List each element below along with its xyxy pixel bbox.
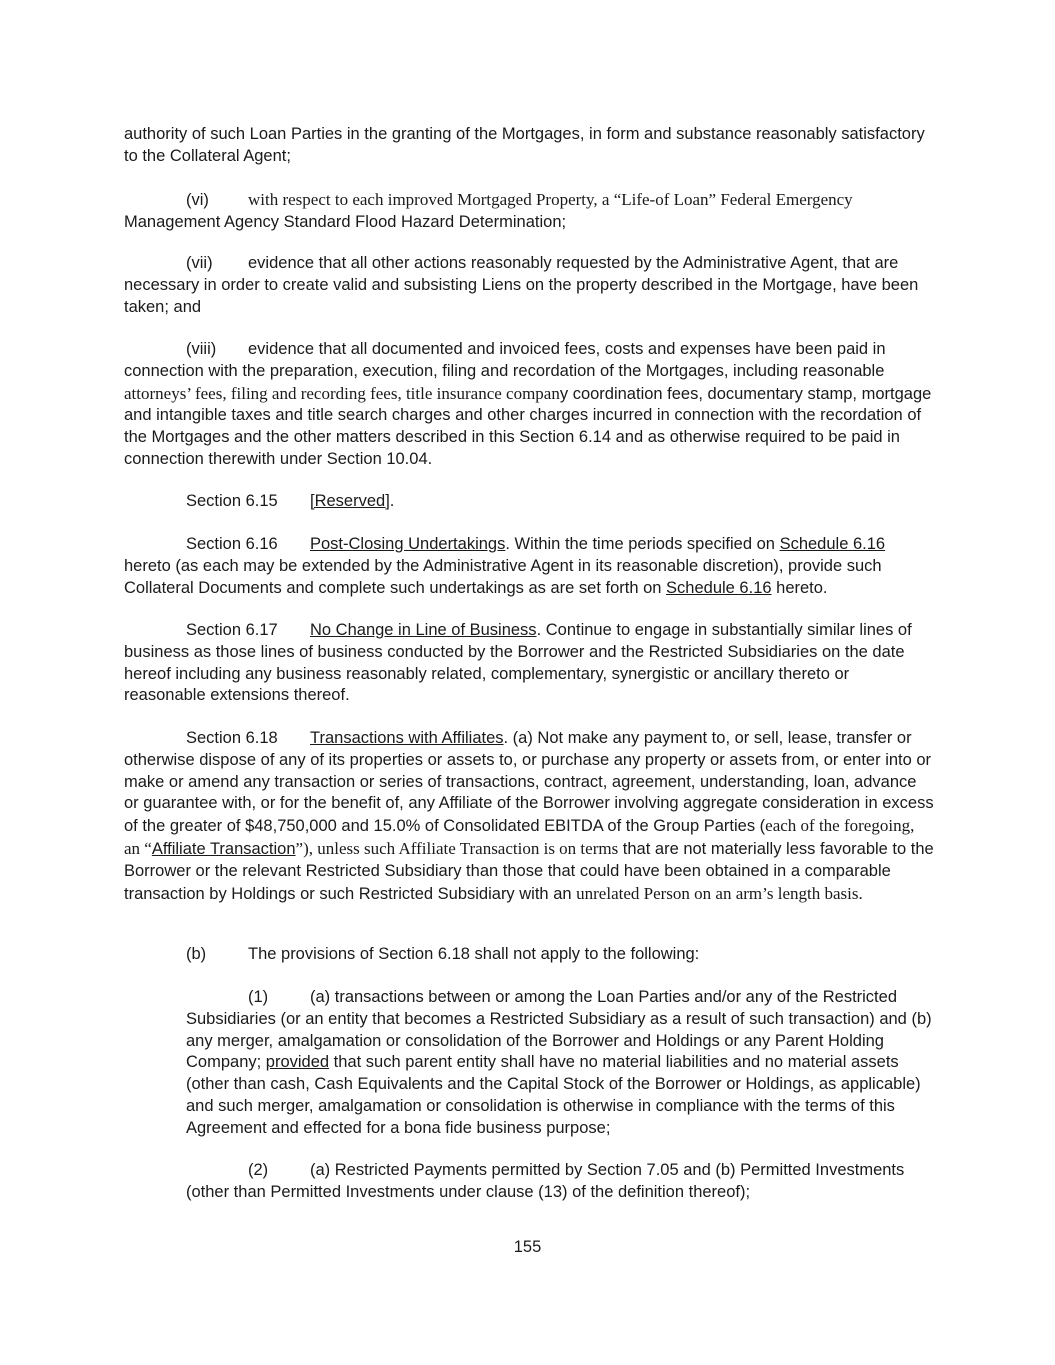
schedule-reference: Schedule 6.16 <box>779 535 886 553</box>
item-text: (a) Restricted Payments permitted by Section 7.05 and (b) Permitted Investments (other than Permitted Investments under clause (13) of the definition thereof); <box>186 1161 905 1201</box>
section-6-18 <box>124 728 934 905</box>
section-text: that are not materially less favorable to the Borrower or the relevant Restricted Subsidiary than those that could have been obtained in a comparable transaction by Holdings or such Restricted Subsidiary with an <box>124 839 934 903</box>
section-title: Post-Closing Undertakings <box>310 535 506 553</box>
item-text: evidence that all other actions reasonably requested by the Administrative Agent, that are necessary in order to create valid and subsisting Liens on the property described in the Mortgage, have been taken; and <box>124 254 919 316</box>
item-text-serif: with respect to each improved Mortgaged Property, a “Life-of Loan” Federal Emergency <box>248 190 853 209</box>
section-number: Section 6.17 <box>186 621 278 639</box>
proviso-term: provided <box>265 1053 330 1072</box>
section-title: Transactions with Affiliates <box>310 729 504 747</box>
page-number: 155 <box>513 1238 542 1256</box>
section-text-serif: ”), unless such Affiliate Transaction is on terms <box>295 838 619 858</box>
item-text: that such parent entity shall have no material liabilities and no material assets (other than cash, Cash Equivalents and the Capital Stock of the Borrower or Holdings, as applicable) and such merger, amalgamation or consolidation is otherwise in compliance with the terms of this Agreement and effected for a bona fide business purpose; <box>186 1053 921 1137</box>
item-text-cont: y coordination fees, documentary stamp, mortgage and intangible taxes and title search charges and other charges incurred in connection with the recordation of the Mortgages and the other matters described in this Section 6.14 and as otherwise required to be paid in connection therewith under Section 10.04. <box>124 384 932 468</box>
section-6-17 <box>124 620 934 707</box>
paragraph-continuation: authority of such Loan Parties in the granting of the Mortgages, in form and substance reasonably satisfactory to the Collateral Agent; <box>124 125 925 165</box>
item-number: (viii) <box>186 340 217 358</box>
item-text: (a) transactions between or among the Loan Parties and/or any of the Restricted Subsidiaries (or an entity that becomes a Restricted Subsidiary as a result of such transaction) and (b) any merger, amalgamation or consolidation of the Borrower and Holdings or any Parent Holding Company; <box>186 988 932 1072</box>
paragraph-vii <box>124 253 934 318</box>
item-number: (2) <box>248 1161 269 1179</box>
item-number: (b) <box>186 945 207 963</box>
section-title: [Reserved] <box>310 492 390 510</box>
paragraph-b <box>124 944 934 966</box>
item-text: Management Agency Standard Flood Hazard Determination; <box>124 212 567 231</box>
paragraph-viii <box>124 339 934 471</box>
item-number: (1) <box>248 988 269 1006</box>
section-number: Section 6.18 <box>186 729 278 747</box>
section-6-16 <box>124 534 934 599</box>
section-title: No Change in Line of Business <box>310 621 537 639</box>
section-text: . <box>389 492 395 510</box>
section-text-serif: each of the foregoing, an “ <box>124 816 915 858</box>
schedule-reference: Schedule 6.16 <box>666 578 772 597</box>
section-6-15 <box>124 491 934 513</box>
section-number: Section 6.16 <box>186 535 278 553</box>
item-text: The provisions of Section 6.18 shall not apply to the following: <box>248 945 700 963</box>
section-text: hereto (as each may be extended by the Administrative Agent in its reasonable discretion), provide such Collateral Documents and complete such undertakings as are set forth on <box>124 556 882 597</box>
item-text: evidence that all documented and invoiced fees, costs and expenses have been paid in connection with the preparation, execution, filing and recordation of the Mortgages, including reasonable <box>124 340 886 380</box>
item-text-serif: attorneys’ fees, filing and recording fees, title insurance compan <box>124 383 560 403</box>
section-text: . Continue to engage in substantially similar lines of business as those lines of business conducted by the Borrower and the Restricted Subsidiaries on the date hereof including any business reasonably related, complementary, synergistic or ancillary thereto or reasonable extensions thereof. <box>124 621 912 705</box>
section-text: hereto. <box>771 578 828 597</box>
item-number: (vii) <box>186 254 213 272</box>
section-number: Section 6.15 <box>186 492 278 510</box>
section-text: . Within the time periods specified on <box>505 535 780 553</box>
defined-term: Affiliate Transaction <box>151 839 296 858</box>
list-item-2 <box>186 1160 934 1204</box>
list-item-1 <box>186 987 934 1140</box>
paragraph-vi <box>124 189 934 234</box>
section-text: . (a) Not make any payment to, or sell, lease, transfer or otherwise dispose of any of its properties or assets to, or purchase any property or assets from, or enter into or make or amend any transaction or series of transactions, contract, agreement, understanding, loan, advance or guarantee with, or for the benefit of, any Affiliate of the Borrower involving aggregate consideration in excess of the greater of $48,750,000 and 15.0% of Consolidated EBITDA of the Group Parties ( <box>124 729 934 836</box>
section-text-serif: unrelated Person on an arm’s length basis. <box>576 883 863 903</box>
item-number: (vi) <box>186 191 209 209</box>
